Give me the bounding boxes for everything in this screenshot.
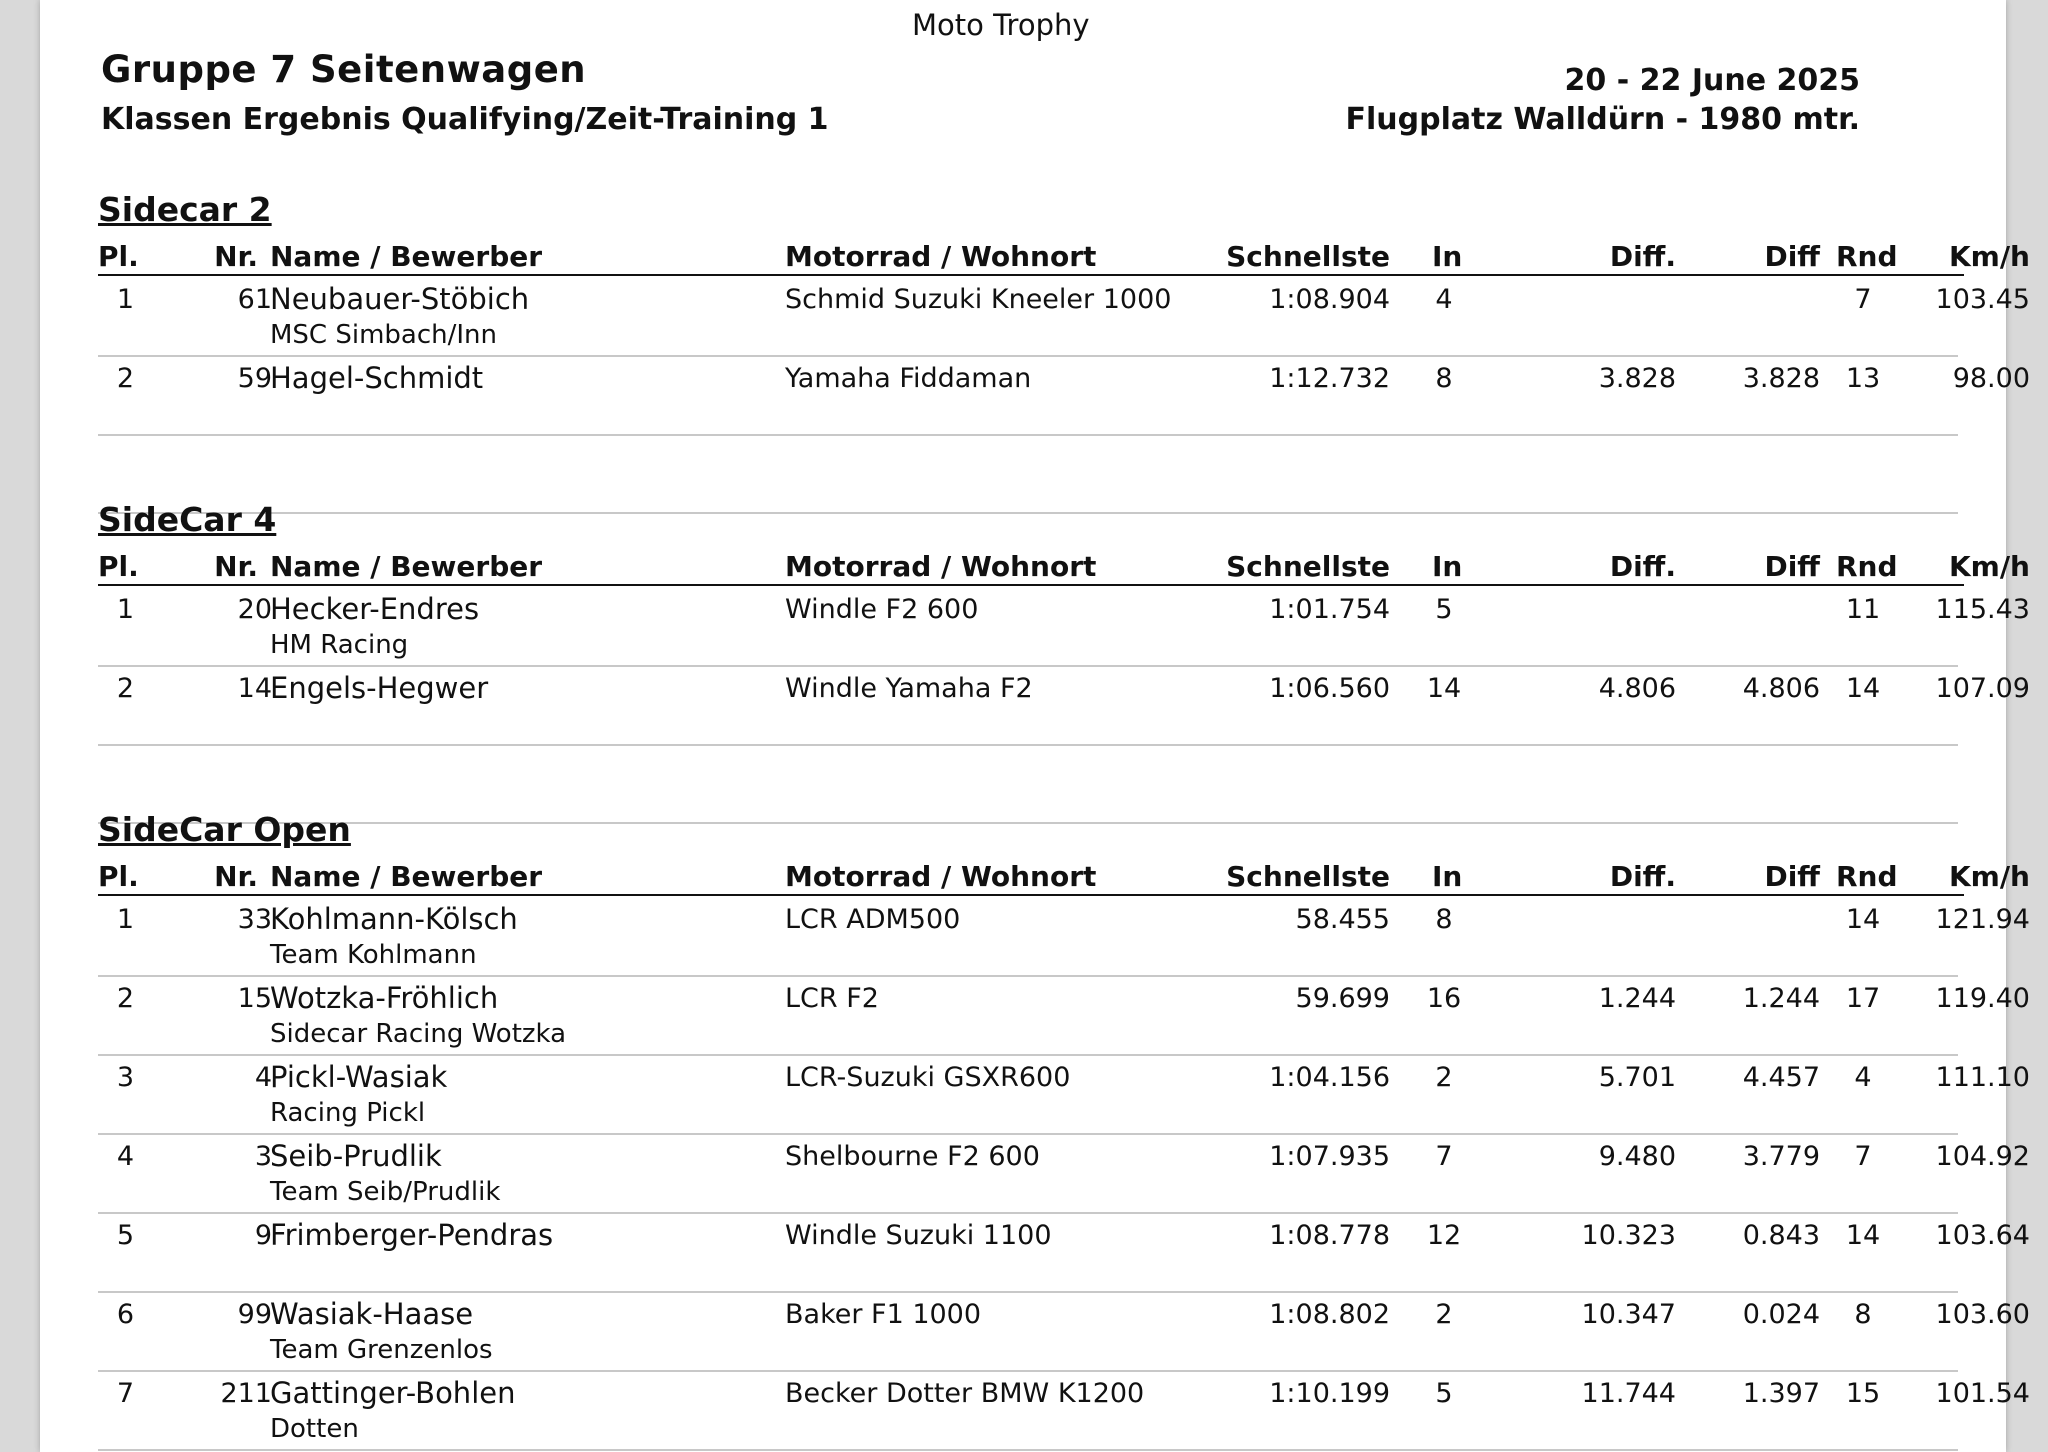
cell-pl: 2 (116, 983, 134, 1014)
result-row (98, 1054, 2030, 1135)
cell-best: 1:08.802 (1269, 1299, 1390, 1330)
result-row (98, 276, 2030, 357)
cell-team: Sidecar Racing Wotzka (270, 1019, 567, 1049)
column-header-moto: Motorrad / Wohnort (785, 550, 1097, 583)
cell-name: Gattinger-Bohlen (270, 1376, 516, 1410)
cell-team: Team Kohlmann (270, 940, 477, 970)
cell-in: 8 (1435, 363, 1453, 394)
cell-diff1: 4.806 (1598, 673, 1676, 704)
column-header-in: In (1432, 860, 1463, 893)
cell-team: Team Seib/Prudlik (270, 1177, 501, 1207)
column-header-diff2: Diff (1764, 550, 1820, 583)
cell-best: 1:12.732 (1269, 363, 1390, 394)
cell-rnd: 14 (1845, 904, 1881, 935)
cell-nr: 14 (237, 673, 272, 704)
cell-best: 1:04.156 (1269, 1062, 1390, 1093)
result-row (98, 896, 2030, 977)
cell-rnd: 7 (1854, 284, 1872, 315)
column-header-row (98, 550, 2030, 586)
result-row (98, 1212, 2030, 1293)
cell-in: 5 (1435, 1378, 1453, 1409)
cell-pl: 1 (116, 904, 134, 935)
cell-moto: Windle F2 600 (785, 594, 979, 625)
cell-pl: 2 (116, 673, 134, 704)
group-title: Gruppe 7 Seitenwagen (101, 48, 587, 91)
cell-team: Racing Pickl (270, 1098, 426, 1128)
cell-kmh: 101.54 (1935, 1378, 2030, 1409)
cell-kmh: 103.64 (1935, 1220, 2030, 1251)
session-subtitle: Klassen Ergebnis Qualifying/Zeit-Training 1 (101, 102, 829, 137)
cell-pl: 2 (116, 363, 134, 394)
cell-pl: 6 (116, 1299, 134, 1330)
cell-in: 4 (1435, 284, 1453, 315)
cell-in: 8 (1435, 904, 1453, 935)
cell-pl: 7 (116, 1378, 134, 1409)
cell-pl: 3 (116, 1062, 134, 1093)
cell-nr: 99 (237, 1299, 272, 1330)
cell-moto: LCR F2 (785, 983, 879, 1014)
column-header-rnd: Rnd (1836, 240, 1898, 273)
section-divider (98, 512, 1958, 514)
cell-diff1: 5.701 (1598, 1062, 1676, 1093)
column-header-name: Name / Bewerber (270, 550, 543, 583)
cell-best: 1:06.560 (1269, 673, 1390, 704)
column-header-name: Name / Bewerber (270, 860, 543, 893)
cell-in: 12 (1426, 1220, 1462, 1251)
cell-pl: 5 (116, 1220, 134, 1251)
cell-diff2: 3.779 (1742, 1141, 1820, 1172)
cell-name: Wotzka-Fröhlich (270, 981, 499, 1015)
cell-name: Neubauer-Stöbich (270, 282, 530, 316)
column-header-pl: Pl. (98, 240, 139, 273)
column-header-kmh: Km/h (1948, 860, 2030, 893)
cell-moto: Schmid Suzuki Kneeler 1000 (785, 284, 1172, 315)
cell-name: Kohlmann-Kölsch (270, 902, 518, 936)
cell-nr: 15 (237, 983, 272, 1014)
result-row (98, 355, 2030, 436)
result-row (98, 1370, 2030, 1451)
cell-in: 2 (1435, 1062, 1453, 1093)
section-title: SideCar Open (98, 810, 351, 849)
cell-best: 1:08.904 (1269, 284, 1390, 315)
column-header-row (98, 860, 2030, 896)
cell-diff2: 1.244 (1742, 983, 1820, 1014)
column-header-best: Schnellste (1226, 240, 1390, 273)
cell-kmh: 121.94 (1935, 904, 2030, 935)
cell-diff2: 4.806 (1742, 673, 1820, 704)
cell-name: Wasiak-Haase (270, 1297, 474, 1331)
column-header-diff2: Diff (1764, 860, 1820, 893)
cell-diff1: 9.480 (1598, 1141, 1676, 1172)
cell-kmh: 104.92 (1935, 1141, 2030, 1172)
cell-moto: Shelbourne F2 600 (785, 1141, 1040, 1172)
cell-in: 7 (1435, 1141, 1453, 1172)
cell-diff1: 1.244 (1598, 983, 1676, 1014)
cell-kmh: 103.60 (1935, 1299, 2030, 1330)
section-divider (98, 822, 1958, 824)
column-header-diff1: Diff. (1609, 860, 1676, 893)
cell-diff2: 0.843 (1742, 1220, 1820, 1251)
event-title: Moto Trophy (912, 8, 1090, 42)
result-row (98, 665, 2030, 746)
cell-pl: 4 (116, 1141, 134, 1172)
column-header-pl: Pl. (98, 550, 139, 583)
cell-pl: 1 (116, 594, 134, 625)
cell-kmh: 103.45 (1935, 284, 2030, 315)
column-header-in: In (1432, 550, 1463, 583)
cell-nr: 3 (254, 1141, 272, 1172)
cell-best: 58.455 (1295, 904, 1390, 935)
cell-in: 5 (1435, 594, 1453, 625)
cell-moto: Becker Dotter BMW K1200 (785, 1378, 1145, 1409)
cell-name: Hecker-Endres (270, 592, 480, 626)
cell-diff1: 10.347 (1581, 1299, 1676, 1330)
column-header-nr: Nr. (214, 550, 258, 583)
column-header-nr: Nr. (214, 860, 258, 893)
cell-diff1: 10.323 (1581, 1220, 1676, 1251)
cell-kmh: 115.43 (1935, 594, 2030, 625)
result-row (98, 586, 2030, 667)
column-header-row (98, 240, 2030, 276)
cell-team: HM Racing (270, 630, 409, 660)
section-title: SideCar 4 (98, 500, 277, 539)
cell-kmh: 107.09 (1935, 673, 2030, 704)
result-row (98, 1291, 2030, 1372)
cell-nr: 33 (237, 904, 272, 935)
cell-rnd: 14 (1845, 673, 1881, 704)
cell-kmh: 119.40 (1935, 983, 2030, 1014)
cell-kmh: 111.10 (1935, 1062, 2030, 1093)
column-header-in: In (1432, 240, 1463, 273)
cell-rnd: 4 (1854, 1062, 1872, 1093)
column-header-rnd: Rnd (1836, 550, 1898, 583)
cell-best: 1:07.935 (1269, 1141, 1390, 1172)
cell-best: 59.699 (1295, 983, 1390, 1014)
column-header-diff2: Diff (1764, 240, 1820, 273)
cell-in: 16 (1426, 983, 1462, 1014)
cell-in: 2 (1435, 1299, 1453, 1330)
cell-diff2: 1.397 (1742, 1378, 1820, 1409)
column-header-best: Schnellste (1226, 550, 1390, 583)
cell-nr: 59 (237, 363, 272, 394)
column-header-moto: Motorrad / Wohnort (785, 860, 1097, 893)
cell-diff2: 4.457 (1742, 1062, 1820, 1093)
cell-moto: Baker F1 1000 (785, 1299, 982, 1330)
column-header-diff1: Diff. (1609, 550, 1676, 583)
cell-nr: 211 (220, 1378, 272, 1409)
result-row (98, 975, 2030, 1056)
cell-team: Dotten (270, 1414, 359, 1444)
cell-team: MSC Simbach/Inn (270, 320, 498, 350)
column-header-name: Name / Bewerber (270, 240, 543, 273)
cell-moto: Windle Yamaha F2 (785, 673, 1033, 704)
cell-kmh: 98.00 (1952, 363, 2030, 394)
cell-in: 14 (1426, 673, 1462, 704)
cell-pl: 1 (116, 284, 134, 315)
column-header-kmh: Km/h (1948, 550, 2030, 583)
cell-rnd: 7 (1854, 1141, 1872, 1172)
cell-rnd: 8 (1854, 1299, 1872, 1330)
cell-moto: Windle Suzuki 1100 (785, 1220, 1052, 1251)
cell-diff1: 11.744 (1581, 1378, 1676, 1409)
results-page (40, 0, 2030, 1452)
column-header-pl: Pl. (98, 860, 139, 893)
column-header-kmh: Km/h (1948, 240, 2030, 273)
cell-diff1: 3.828 (1598, 363, 1676, 394)
event-venue: Flugplatz Walldürn - 1980 mtr. (1345, 102, 1860, 137)
cell-rnd: 13 (1845, 363, 1881, 394)
cell-team: Team Grenzenlos (270, 1335, 493, 1365)
column-header-diff1: Diff. (1609, 240, 1676, 273)
cell-name: Pickl-Wasiak (270, 1060, 448, 1094)
cell-rnd: 11 (1845, 594, 1881, 625)
cell-nr: 9 (254, 1220, 272, 1251)
cell-moto: LCR-Suzuki GSXR600 (785, 1062, 1071, 1093)
column-header-rnd: Rnd (1836, 860, 1898, 893)
column-header-nr: Nr. (214, 240, 258, 273)
column-header-best: Schnellste (1226, 860, 1390, 893)
cell-nr: 20 (237, 594, 272, 625)
cell-best: 1:08.778 (1269, 1220, 1390, 1251)
cell-nr: 4 (254, 1062, 272, 1093)
cell-moto: LCR ADM500 (785, 904, 961, 935)
section-title: Sidecar 2 (98, 190, 272, 229)
column-header-moto: Motorrad / Wohnort (785, 240, 1097, 273)
cell-best: 1:10.199 (1269, 1378, 1390, 1409)
cell-diff2: 0.024 (1742, 1299, 1820, 1330)
event-date: 20 - 22 June 2025 (1564, 63, 1860, 98)
cell-name: Hagel-Schmidt (270, 361, 484, 395)
cell-name: Frimberger-Pendras (270, 1218, 554, 1252)
cell-diff2: 3.828 (1742, 363, 1820, 394)
cell-moto: Yamaha Fiddaman (785, 363, 1032, 394)
cell-rnd: 14 (1845, 1220, 1881, 1251)
cell-name: Engels-Hegwer (270, 671, 489, 705)
result-row (98, 1133, 2030, 1214)
cell-name: Seib-Prudlik (270, 1139, 442, 1173)
cell-rnd: 15 (1845, 1378, 1881, 1409)
cell-rnd: 17 (1845, 983, 1881, 1014)
cell-nr: 61 (237, 284, 272, 315)
cell-best: 1:01.754 (1269, 594, 1390, 625)
